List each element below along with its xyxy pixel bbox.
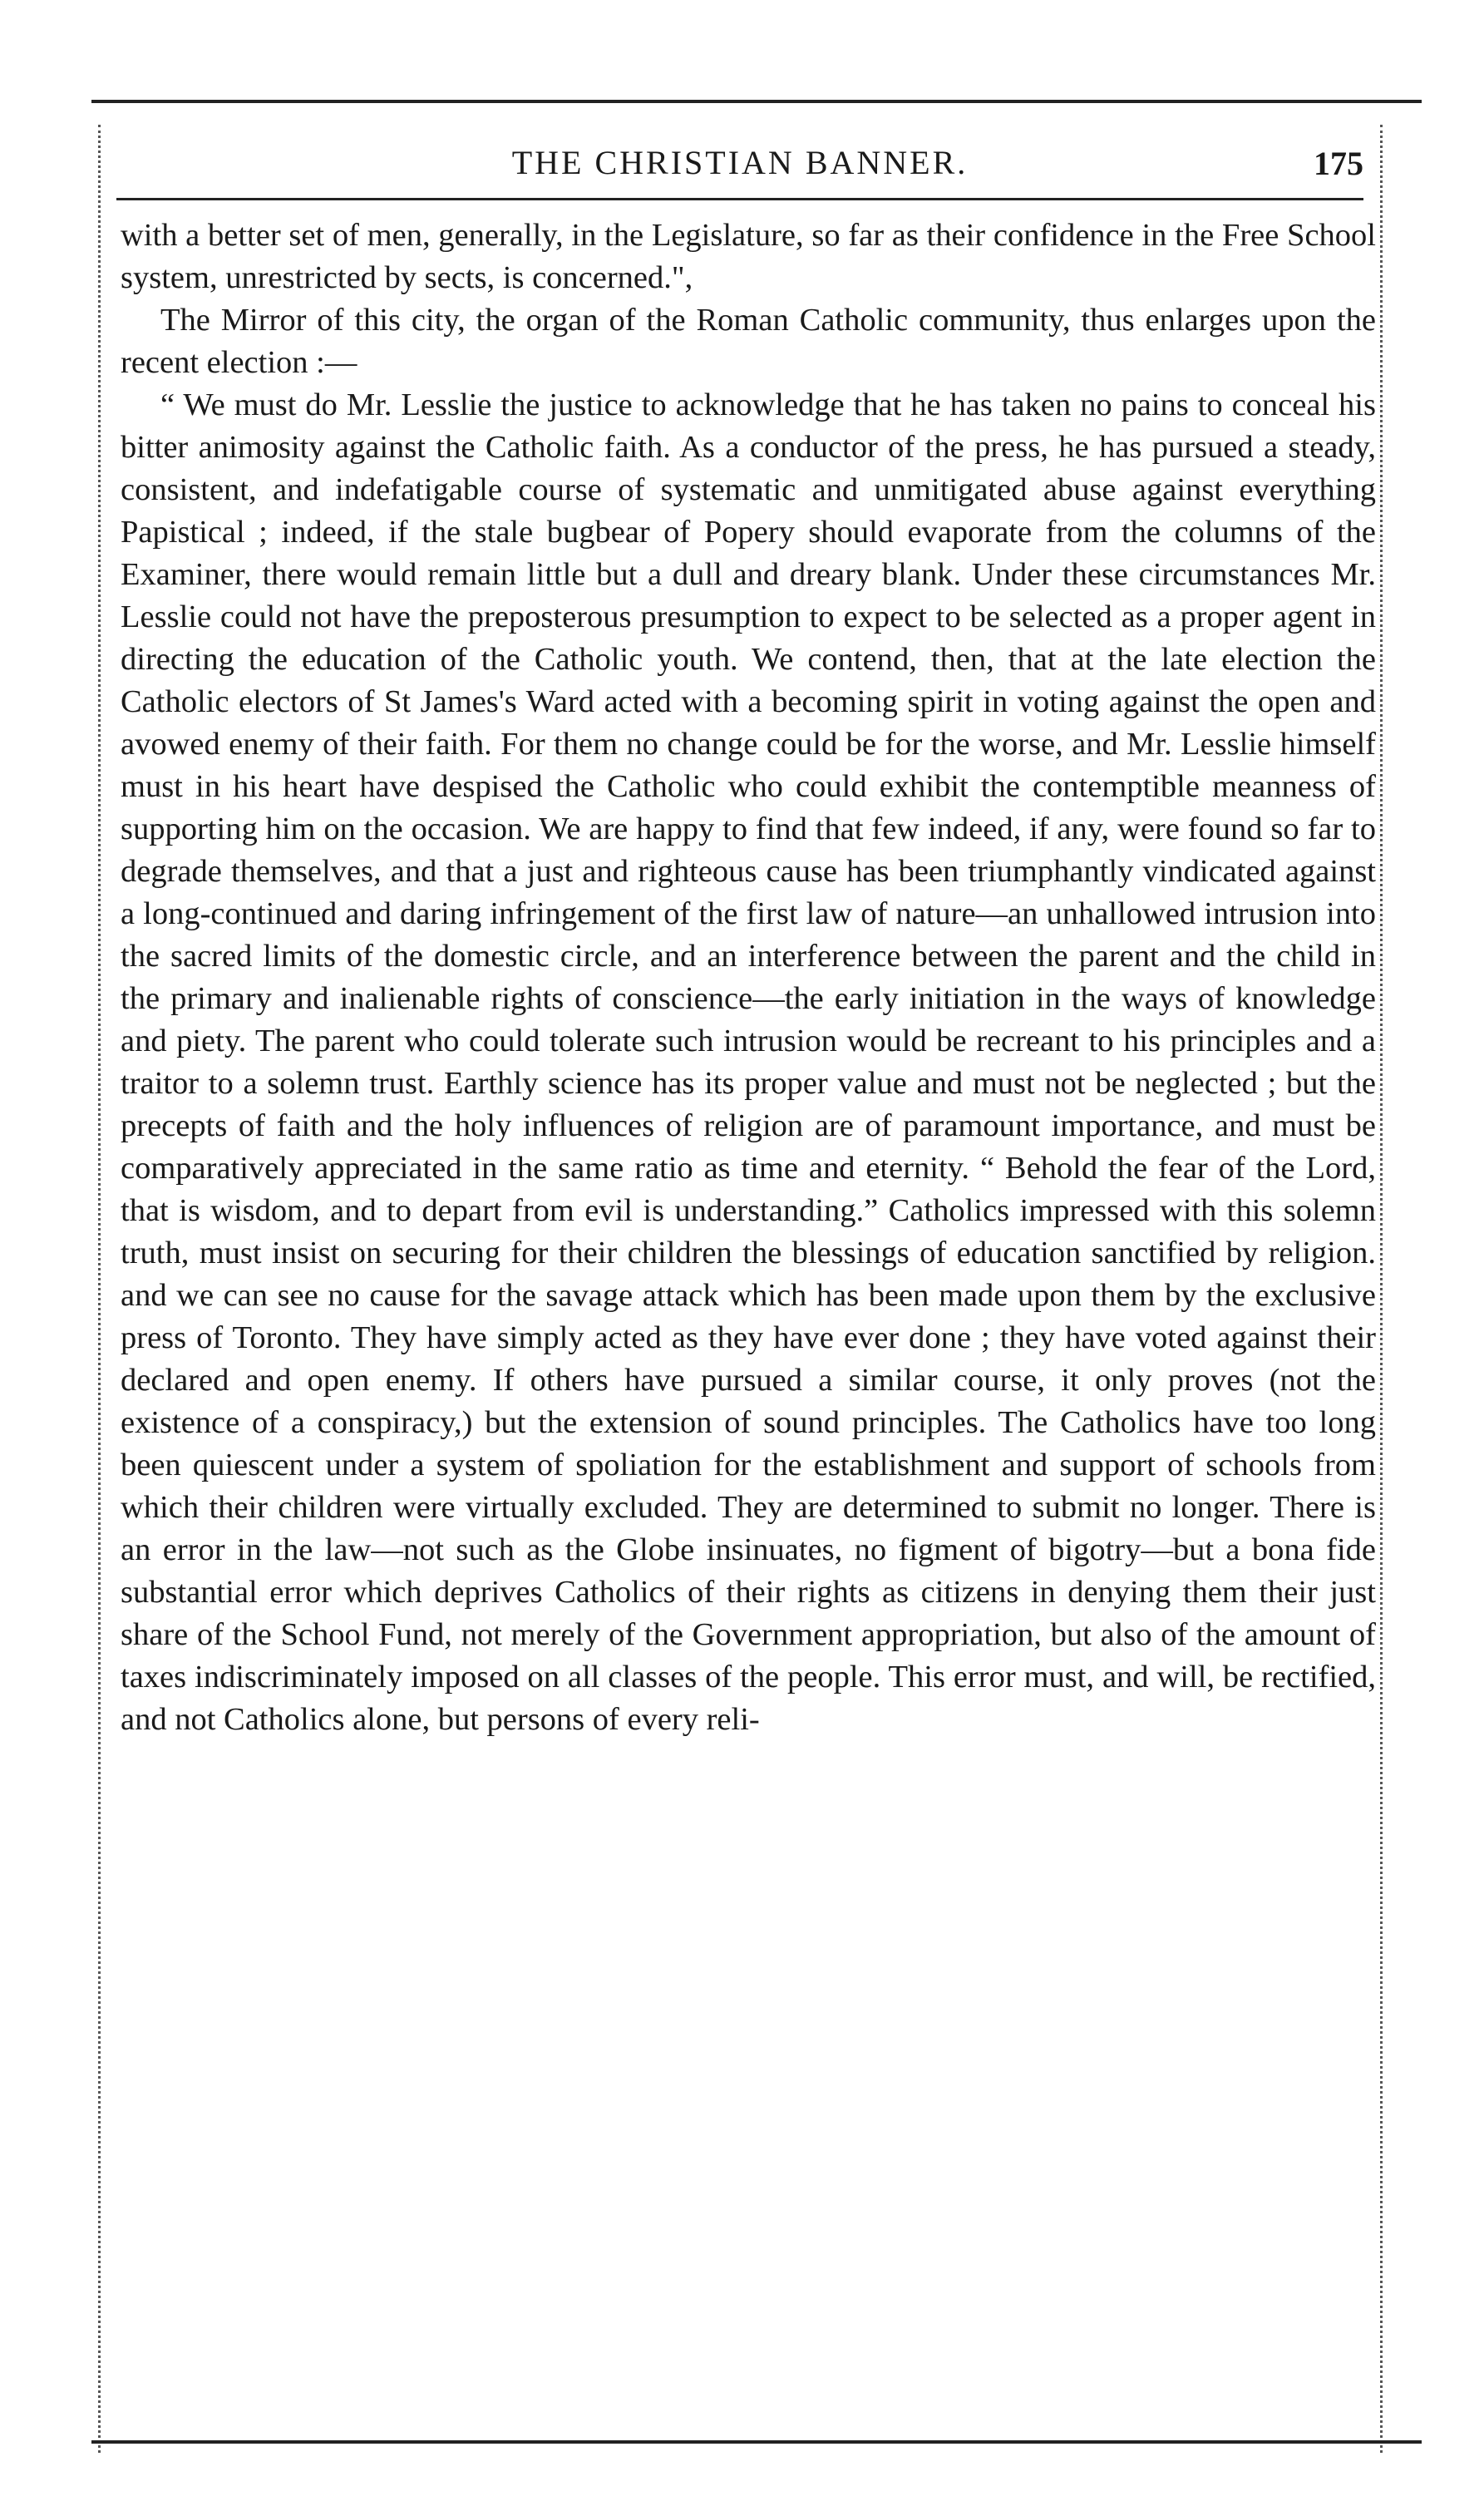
paragraph-mirror-quote: “ We must do Mr. Lesslie the justice to acknowledge that he has taken no pains to conceal his bitter animosity against the Catholic faith. As a conductor of the press, he has pursued a steady, consistent, and indefatigable course of systematic and unmitigated abuse against everything Papistical ; indeed, if the stale bugbear of Popery should evaporate from the columns of the Examiner, there would remain little but a dull and dreary blank. Under these circumstances Mr. Lesslie could not have the preposterous presumption to expect to be selected as a proper agent in directing the education of the Catholic youth. We contend, then, that at the late election the Catholic electors of St James's Ward acted with a becoming spirit in voting against the open and avowed enemy of their faith. For them no change could be for the worse, and Mr. Lesslie himself must in his heart have despised the Catholic who could exhibit the contemptible meanness of supporting him on the occasion. We are happy to find that few indeed, if any, were found so far to degrade themselves, and that a just and righteous cause has been triumphantly vindicated against a long-continued and daring infringement of the first law of nature—an unhallowed intrusion into the sacred limits of the domestic circle, and an interference between the parent and the child in the primary and inalienable rights of conscience—the early initiation in the ways of knowledge and piety. The parent who could tolerate such intrusion would be recreant to his principles and a traitor to a solemn trust. Earthly science has its proper value and must not be neglected ; but the precepts of faith and the holy influences of religion are of paramount importance, and must be comparatively appreciated in the same ratio as time and eternity. “ Behold the fear of the Lord, that is wisdom, and to depart from evil is understanding.” Catholics impressed with this solemn truth, must insist on securing for their children the blessings of education sanctified by religion. and we can see no cause for the savage attack which has been made upon them by the exclusive press of Toronto. They have simply acted as they have ever done ; they have voted against their declared and open enemy. If others have pursued a similar course, it only proves (not the existence of a conspiracy,) but the extension of sound principles. The Catholics have too long been quiescent under a system of spoliation for the establishment and support of schools from which their children were virtually excluded. They are determined to submit no longer. There is an error in the law—not such as the Globe insinuates, no figment of bigotry—but a bona fide substantial error which deprives Catholics of their rights as citizens in denying them their just share of the School Fund, not merely of the Government appropriation, but also of the amount of taxes indiscriminately imposed on all classes of the people. This error must, and will, be rectified, and not Catholics alone, but persons of every reli- <box>121 387 1376 1737</box>
header-rule <box>116 198 1363 200</box>
article-body <box>121 215 1376 2426</box>
frame-right-border <box>1380 125 1383 2453</box>
frame-left-border <box>98 125 101 2453</box>
frame-top-rule <box>91 100 1422 103</box>
running-title: THE CHRISTIAN BANNER. <box>511 143 969 181</box>
paragraph-continuation: with a better set of men, generally, in the Legislature, so far as their confidence in the Free School system, unrestricted by sects, is concerned.", <box>121 218 1376 295</box>
page-number: 175 <box>1314 145 1363 182</box>
paragraph-mirror-intro: The Mirror of this city, the organ of the Roman Catholic community, thus enlarges upon the recent election :— <box>121 303 1376 380</box>
frame-bottom-rule <box>91 2440 1422 2444</box>
running-header <box>116 137 1363 187</box>
